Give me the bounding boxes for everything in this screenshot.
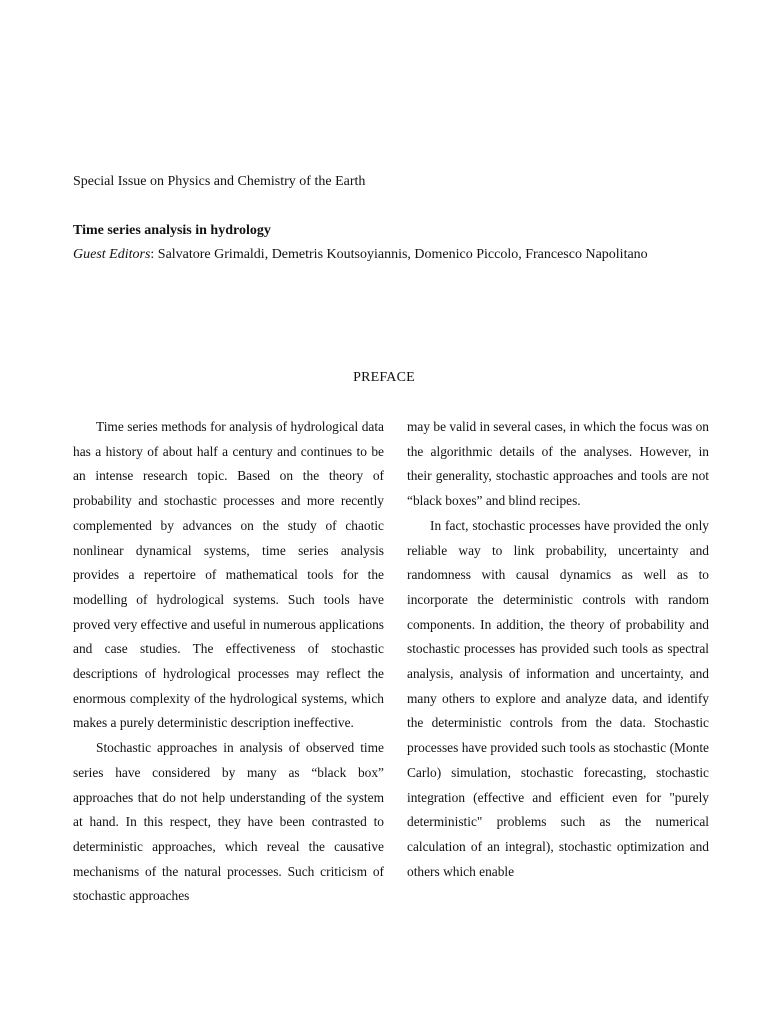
paragraph: In fact, stochastic processes have provided the only reliable way to link probability, uncertainty and randomness with causal dynamics as well as to incorporate the deterministic controls with random components. In addition, the theory of probability and stochastic processes has provided such tools as spectral analysis, analysis of information and uncertainty, and many others to explore and analyze data, and identify the deterministic controls from the data. Stochastic processes have provided such tools as stochastic (Monte Carlo) simulation, stochastic forecasting, stochastic integration (effective and efficient even for "purely deterministic" problems such as the numerical calculation of an integral), stochastic optimization and others which enable bbox=[407, 517, 709, 879]
paragraph: may be valid in several cases, in which the focus was on the algorithmic details of the analyses. However, in their generality, stochastic approaches and tools are not “black boxes” and blind recipes. bbox=[407, 419, 709, 509]
right-text-column bbox=[407, 415, 709, 884]
left-text-column bbox=[73, 415, 384, 909]
special-issue-line: Special Issue on Physics and Chemistry of the Earth bbox=[73, 174, 366, 189]
paragraph: Time series methods for analysis of hydrological data has a history of about half a century and continues to be an intense research topic. Based on the theory of probability and stochastic processes and more recently complemented by advances on the study of chaotic nonlinear dynamical systems, time series analysis provides a repertoire of mathematical tools for the modelling of hydrological systems. Such tools have proved very effective and useful in numerous applications and case studies. The effectiveness of stochastic descriptions of hydrological processes may reflect the enormous complexity of the hydrological systems, which makes a purely deterministic description ineffective. bbox=[73, 419, 384, 731]
guest-editors-separator: : bbox=[150, 247, 158, 262]
guest-editors-label: Guest Editors bbox=[73, 247, 151, 262]
guest-editors-names: Salvatore Grimaldi, Demetris Koutsoyiannis, Domenico Piccolo, Francesco Napolitano bbox=[157, 247, 648, 262]
article-title: Time series analysis in hydrology bbox=[73, 223, 271, 238]
preface-heading: PREFACE bbox=[353, 370, 415, 385]
paragraph: Stochastic approaches in analysis of observed time series have considered by many as “black box” approaches that do not help understanding of the system at hand. In this respect, they have been contrasted to deterministic approaches, which reveal the causative mechanisms of the natural processes. Such criticism of stochastic approaches bbox=[73, 740, 384, 904]
guest-editors-line bbox=[73, 245, 648, 265]
